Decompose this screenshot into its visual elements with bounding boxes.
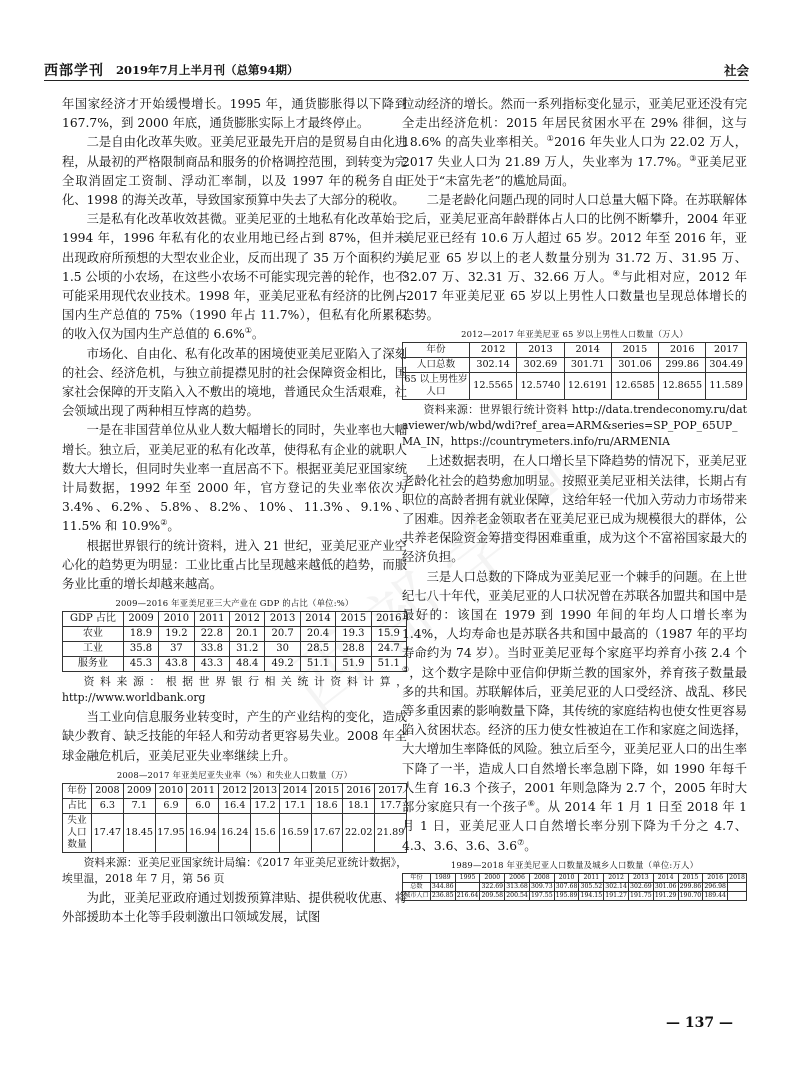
paragraph: 根据世界银行的统计资料，进入 21 世纪，亚美尼亚产业空心化的趋势更为明显：工业比重占比呈现越来越低的趋势，而服务业比重的增长却越来越高。 — [62, 538, 407, 592]
table-row: 城市人口 236.85 216.64 209.58 200.54 197.55 195.89 194.15 191.27 191.75 191.29 190.70 189.44 — [403, 891, 747, 900]
issue-info: 2019年7月上半月刊（总第94期） — [116, 63, 299, 77]
paragraph: 三是人口总数的下降成为亚美尼亚一个棘手的问题。在上世纪七八十年代，亚美尼亚的人口状况曾在苏联各加盟共和国中是最好的：该国在 1979 到 1990 年间的年均人口增长率为 1.4%，人均寿命也是苏联各共和国中最高的（1987 年的平均寿命约为 74 岁）。当时亚美尼亚每个家庭平均养育小孩 2.4 个⑤，这个数字是除中亚信仰伊斯兰教的国家外，养育孩子数量最多的共和国。苏联解体后，亚美尼亚的人口受经济、战乱、移民等多重因素的影响数量下降，其传统的家庭结构也使女性更容易陷入贫困状态。经济的压力使女性被迫在工作和家庭之间选择，大大增加生率降低的风险。独立后至今，亚美尼亚人口的出生率下降了一半，造成人口自然增长率急剧下降，如 1990 年每千人生育 16.3 个孩子，2001 年则急降为 2.7 个，2005 年时大部分家庭只有一个孩子⑥。从 2014 年 1 月 1 日至 2018 年 1 月 1 日，亚美尼亚人口自然增长率分别下降为千分之 4.7、4.3、3.6、3.6、3.6⑦。 — [402, 569, 747, 853]
left-column — [62, 95, 410, 927]
paragraph: 市场化、自由化、私有化改革的困境使亚美尼亚陷入了深刻的社会、经济危机，与独立前提襟见肘的社会保障资金相比，国家社会保障的开支陷入入不敷出的境地，普通民众生活艰难，社会领域出现了两种相互悖离的趋势。 — [62, 346, 407, 419]
table-row: 65 以上男性岁人口 12.5565 12.5740 12.6191 12.6585 12.8655 11.589 — [403, 373, 747, 400]
paragraph: 三是私有化改革收效甚微。亚美尼亚的土地私有化改革始于 1994 年，1996 年私有化的农业用地已经占到 87%，但并未出现政府所预想的大型农业企业，反而出现了 35 万个面积约为 1.5 公顷的小农场，在这些小农场不可能实现完善的轮作，也不可能采用现代农业技术。1998 年，亚美尼亚私有经济的比例占国内生产总值的 75%（1990 年占 11.7%），但私有化所累积的收入仅为国内生产总值的 6.6%①。 — [62, 212, 407, 342]
population-table — [402, 873, 747, 901]
table-header-row: 年份 2012 2013 2014 2015 2016 2017 — [403, 343, 747, 358]
table-row: 失业人口数量 17.47 18.45 17.95 16.94 16.24 15.6 16.59 17.67 22.02 21.89 — [63, 813, 407, 852]
paragraph: 拉动经济的增长。然而一系列指标变化显示，亚美尼亚还没有完全走出经济危机：2015 年居民贫困水平在 29% 徘徊，这与 18.6% 的高失业率相关。①2016 年失业人口为 22.02 万人，2017 失业人口为 21.89 万人，失业率为 17.7%。③亚美尼亚正处于“未富先老”的尴尬局面。 — [402, 97, 747, 188]
table-header-row: 年份 2008 2009 2010 2011 2012 2013 2014 2015 2016 2017 — [63, 783, 407, 798]
table-row: 总数 344.86 322.69 313.68 309.73 307.68 305.52 302.14 302.69 301.06 299.86 296.98 — [403, 882, 747, 891]
table-caption: 1989—2018 年亚美尼亚人口数量及城乡人口数量（单位:万人） — [450, 859, 699, 870]
footnote-ref: ④ — [612, 268, 621, 278]
footnote-ref: ① — [244, 326, 252, 336]
table-source: 资料来源：亚美尼亚国家统计局编：《2017 年亚美尼亚统计数据》，埃里温，2018 年 7 月，第 56 页 — [62, 855, 407, 885]
footnote-ref: ② — [160, 518, 168, 528]
page-number: — 137 — — [666, 1015, 733, 1031]
paragraph: 二是老龄化问题凸现的同时人口总量大幅下降。在苏联解体之后，亚美尼亚高年龄群体占人口的比例不断攀升，2004 年亚美尼亚已经有 10.6 万人超过 65 岁。2012 年至 2016 年，亚美尼亚 65 岁以上的老人数量分别为 31.72 万、31.95 万、32.07 万、32.31 万、32.66 万人。④与此相对应，2012 年 -2017 年亚美尼亚 65 岁以上男性人口数量也呈现总体增长的态势。 — [402, 193, 747, 323]
paragraph: 一是在非国营单位从业人数大幅增长的同时，失业率也大幅增长。独立后，亚美尼亚的私有化改革，使得私有企业的就职人数大大增长，但同时失业率一直居高不下。根据亚美尼亚国家统计局数据，1992 年至 2000 年，官方登记的失业率依次为 3.4%、6.2%、5.8%、8.2%、10%、11.3%、9.1%、11.5% 和 10.9%②。 — [62, 423, 407, 534]
table-source: 资料来源：世界银行统计资料 http://data.trendeconomy.ru/dataviewer/wb/wbd/wdi?ref_area=ARM&series=SP_POP_65UP_MA_IN，https://countrymeters.info/ru/ARMENIA — [402, 403, 747, 449]
journal-logo: 西部学刊 — [44, 63, 104, 79]
gdp-share-table — [62, 611, 410, 674]
table-row: 服务业 45.3 43.8 43.3 48.4 49.2 51.1 51.9 51.1 — [63, 657, 407, 672]
table-row: 占比 6.3 7.1 6.9 6.0 16.4 17.2 17.1 18.6 18.1 17.7 — [63, 798, 407, 813]
elderly-male-table — [402, 342, 747, 400]
footnote-ref: ⑦ — [517, 837, 525, 847]
section-name: 社会 — [723, 63, 749, 78]
table-row: 工业 35.8 37 33.8 31.2 30 28.5 28.8 24.7 — [63, 642, 407, 657]
footnote-ref: ⑥ — [527, 799, 536, 808]
footnote-ref: ③ — [689, 153, 697, 163]
footnote-ref: ① — [546, 134, 555, 144]
paragraph: 当工业向信息服务业转变时，产生的产业结构的变化，造成缺少教育、缺乏技能的年轻人和劳动者更容易失业。2008 年全球金融危机后，亚美尼亚失业率继续上升。 — [62, 710, 407, 763]
table-caption: 2009—2016 年亚美尼亚三大产业在 GDP 的占比（单位:%） — [115, 598, 354, 609]
unemployment-table — [62, 783, 407, 853]
right-column — [402, 95, 747, 901]
table-caption: 2012—2017 年亚美尼亚 65 岁以上男性人口数量（万人） — [461, 329, 688, 340]
table-header-row: GDP 占比 2009 2010 2011 2012 2013 2014 2015 2016 — [63, 612, 407, 627]
table-source: 资料来源：根据世界银行相关统计资料计算，http://www.worldbank.org — [62, 675, 407, 705]
paragraph: 二是自由化改革失败。亚美尼亚最先开启的是贸易自由化进程，从最初的严格限制商品和服务的价格调控范围，到转变为完全取消固定工资制、浮动汇率制，以及 1997 年的税务自由化、1998 的海关改革，导致国家预算中失去了大部分的税收。 — [62, 135, 407, 208]
table-row: 农业 18.9 19.2 22.8 20.1 20.7 20.4 19.3 15.9 — [63, 627, 407, 642]
paragraph: 年国家经济才开始缓慢增长。1995 年，通货膨胀得以下降到 167.7%，到 2000 年底，通货膨胀实际上才最终停止。 — [62, 97, 407, 131]
paragraph: 上述数据表明，在人口增长呈下降趋势的情况下，亚美尼亚老龄化社会的趋势愈加明显。按照亚美尼亚相关法律，长期占有职位的高龄者拥有就业保障，这给年轻一代加入劳动力市场带来了困难。因养老金领取者在亚美尼亚已成为规模很大的群体，公共养老保险资金筹措变得困难重重，成为这个不富裕国家最大的经济负担。 — [402, 454, 747, 565]
footnote-ref: ⑤ — [402, 664, 410, 674]
table-header-row: 年份 1989 1995 2000 2006 2008 2010 2011 2012 2013 2014 2015 2016 2018 — [403, 873, 747, 882]
table-row: 人口总数 302.14 302.69 301.71 301.06 299.86 304.49 — [403, 358, 747, 373]
paragraph: 为此，亚美尼亚政府通过划拨预算津贴、提供税收优惠、将外部援助本土化等手段刺激出口领域发展，试图 — [62, 890, 407, 925]
table-caption: 2008—2017 年亚美尼亚失业率（%）和失业人口数量（万） — [116, 769, 353, 780]
running-header — [44, 58, 749, 81]
